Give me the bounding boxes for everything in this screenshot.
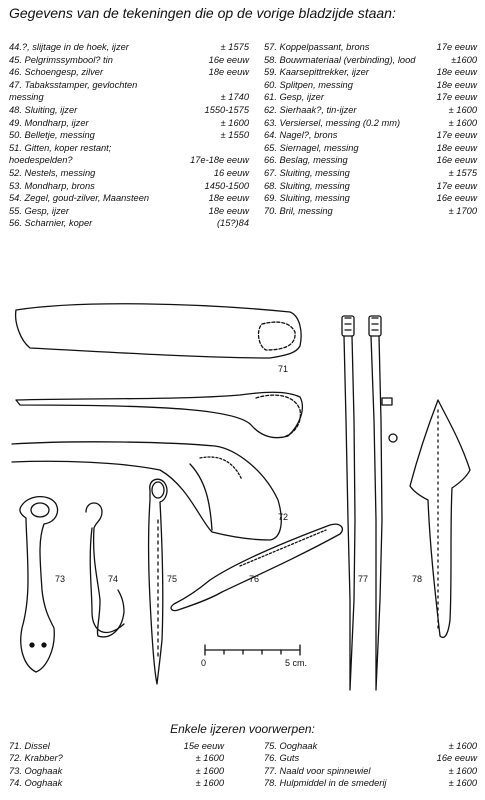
list-item (264, 154, 477, 167)
object-76-gouge (171, 524, 342, 610)
item-date: ±1600 (451, 54, 477, 65)
item-date: 16e eeuw (436, 753, 477, 764)
object-74-eye-hook (86, 503, 124, 637)
list-item (9, 752, 224, 764)
iron-objects-drawing (0, 296, 485, 716)
item-label: 77. Naald voor spinnewiel (264, 765, 371, 776)
item-date: ± 1600 (448, 778, 477, 789)
list-item (9, 167, 249, 180)
fig-label-77: 77 (358, 574, 369, 584)
list-item (9, 765, 224, 777)
item-date: 17e eeuw (436, 180, 477, 191)
list-item (264, 167, 477, 180)
item-label: 76. Guts (264, 753, 300, 764)
item-date: ± 1575 (448, 167, 477, 178)
list-item (264, 66, 477, 79)
item-date: ± 1600 (195, 765, 224, 776)
item-label: 66. Beslag, messing (264, 155, 348, 166)
scale-label-end: 5 cm. (285, 658, 308, 668)
item-label: 73. Ooghaak (9, 765, 63, 776)
fig-label-74: 74 (108, 574, 119, 584)
list-item (264, 117, 477, 130)
item-date (169, 79, 249, 92)
item-label: 49. Mondharp, ijzer (9, 117, 89, 128)
list-item (264, 54, 477, 67)
list-item (264, 104, 477, 117)
item-date: ± 1600 (448, 765, 477, 776)
item-date: 17e-18e eeuw (190, 155, 249, 166)
item-date: 16e eeuw (436, 155, 477, 166)
item-label: 65. Siernagel, messing (264, 142, 359, 153)
scale-label-start: 0 (201, 658, 207, 668)
list-item (9, 205, 249, 218)
fig-label-76: 76 (249, 574, 260, 584)
item-label: 56. Scharnier, koper (9, 218, 93, 229)
fig-label-78: 78 (412, 574, 423, 584)
list-item (264, 777, 477, 789)
item-date: ± 1600 (448, 104, 477, 115)
item-label: 57. Koppelpassant, brons (264, 42, 370, 52)
item-date: 18e eeuw (208, 67, 249, 78)
object-71-adze (16, 304, 303, 438)
object-72-scraper (12, 442, 281, 540)
item-date: ± 1600 (195, 778, 224, 789)
item-label: 69. Sluiting, messing (264, 193, 350, 204)
item-label: 58. Bouwmateriaal (verbinding), lood (264, 54, 416, 65)
item-label: 64. Nagel?, brons (264, 130, 338, 141)
item-date: 16 eeuw (213, 167, 249, 178)
item-list-left (9, 41, 249, 230)
item-label: 70. Bril, messing (264, 205, 333, 216)
iron-list-left (9, 740, 224, 790)
fig-label-75: 75 (167, 574, 178, 584)
item-date: ± 1575 (220, 42, 249, 52)
list-item (9, 777, 224, 789)
item-label: hoedespelden? (9, 155, 73, 166)
item-label: 74. Ooghaak (9, 778, 63, 789)
list-item (9, 180, 249, 193)
list-item (264, 41, 477, 54)
item-date: 18e eeuw (208, 205, 249, 216)
scale-bar (205, 645, 300, 655)
page-heading: Gegevens van de tekeningen die op de vorige bladzijde staan: (9, 5, 396, 21)
item-label: 72. Krabber? (9, 753, 63, 764)
item-date: 16e eeuw (436, 193, 477, 204)
item-label: 45. Pelgrimssymbool? tin (9, 54, 113, 65)
item-date: 17e eeuw (436, 42, 477, 52)
item-label: 67. Sluiting, messing (264, 167, 350, 178)
item-label: 55. Gesp, ijzer (9, 205, 69, 216)
item-date: ± 1550 (220, 130, 249, 141)
item-label: 61. Gesp, ijzer (264, 92, 324, 103)
list-item (264, 752, 477, 764)
item-date: ± 1600 (448, 117, 477, 128)
item-label: 71. Dissel (9, 741, 50, 751)
item-label: messing (9, 92, 44, 103)
item-label: 68. Sluiting, messing (264, 180, 350, 191)
list-item (9, 192, 249, 205)
list-item (9, 66, 249, 79)
list-item (9, 129, 249, 142)
item-label: 52. Nestels, messing (9, 167, 96, 178)
item-date: 15e eeuw (183, 741, 224, 751)
item-date: 16e eeuw (208, 54, 249, 65)
item-date: 1450-1500 (204, 180, 249, 191)
item-label: 78. Hulpmiddel in de smederij (264, 778, 387, 789)
item-date: ± 1600 (220, 117, 249, 128)
list-item (264, 765, 477, 777)
list-item (9, 41, 249, 54)
list-item (264, 740, 477, 752)
item-label: 50. Belletje, messing (9, 130, 95, 141)
list-item (264, 91, 477, 104)
item-date: ± 1600 (448, 741, 477, 751)
object-77-spindle-needles (342, 316, 397, 690)
item-label: 51. Gitten, koper restant; (9, 142, 112, 153)
item-date: ± 1600 (195, 753, 224, 764)
item-label: 47. Tabaksstamper, gevlochten (9, 79, 138, 90)
item-date: 17e eeuw (436, 92, 477, 103)
object-75-eye-hook (149, 479, 167, 684)
item-label: 75. Ooghaak (264, 741, 318, 751)
fig-label-71: 71 (278, 364, 289, 374)
item-label: 54. Zegel, goud-zilver, Maansteen (9, 193, 150, 204)
item-date (169, 142, 249, 155)
item-label: 53. Mondharp, brons (9, 180, 95, 191)
list-item (264, 79, 477, 92)
list-item (264, 142, 477, 155)
item-date: 18e eeuw (436, 142, 477, 153)
iron-list-right (264, 740, 477, 790)
item-label: 62. Sierhaak?, tin-ijzer (264, 104, 357, 115)
list-item (9, 142, 249, 155)
item-date: ± 1700 (448, 205, 477, 216)
list-item (9, 154, 249, 167)
item-label: 46. Schoengesp, zilver (9, 67, 104, 78)
list-item (264, 192, 477, 205)
list-item (264, 129, 477, 142)
item-list-right (264, 41, 477, 217)
item-date: (15?)84 (216, 218, 249, 229)
item-date: 18e eeuw (436, 79, 477, 90)
list-item (9, 91, 249, 104)
iron-objects-title: Enkele ijzeren voorwerpen: (170, 722, 315, 736)
item-label: 63. Versiersel, messing (0.2 mm) (264, 117, 401, 128)
list-item (264, 180, 477, 193)
list-item (9, 740, 224, 752)
object-73-eye-hook (20, 497, 58, 672)
list-item (9, 54, 249, 67)
item-date: 17e eeuw (436, 130, 477, 141)
list-item (9, 117, 249, 130)
item-date: 18e eeuw (208, 193, 249, 204)
item-date: 18e eeuw (436, 67, 477, 78)
list-item (9, 217, 249, 230)
object-78-smithing-tool (410, 400, 470, 637)
fig-label-73: 73 (55, 574, 66, 584)
item-date: ± 1740 (220, 92, 249, 103)
item-date: 1550-1575 (204, 104, 249, 115)
list-item (9, 104, 249, 117)
fig-label-72: 72 (278, 512, 289, 522)
list-item (9, 79, 249, 92)
item-label: 59. Kaarsepittrekker, ijzer (264, 67, 369, 78)
item-label: 44.?, slijtage in de hoek, ijzer (9, 42, 129, 52)
item-label: 60. Splitpen, messing (264, 79, 353, 90)
item-label: 48. Sluiting, ijzer (9, 104, 78, 115)
list-item (264, 205, 477, 218)
